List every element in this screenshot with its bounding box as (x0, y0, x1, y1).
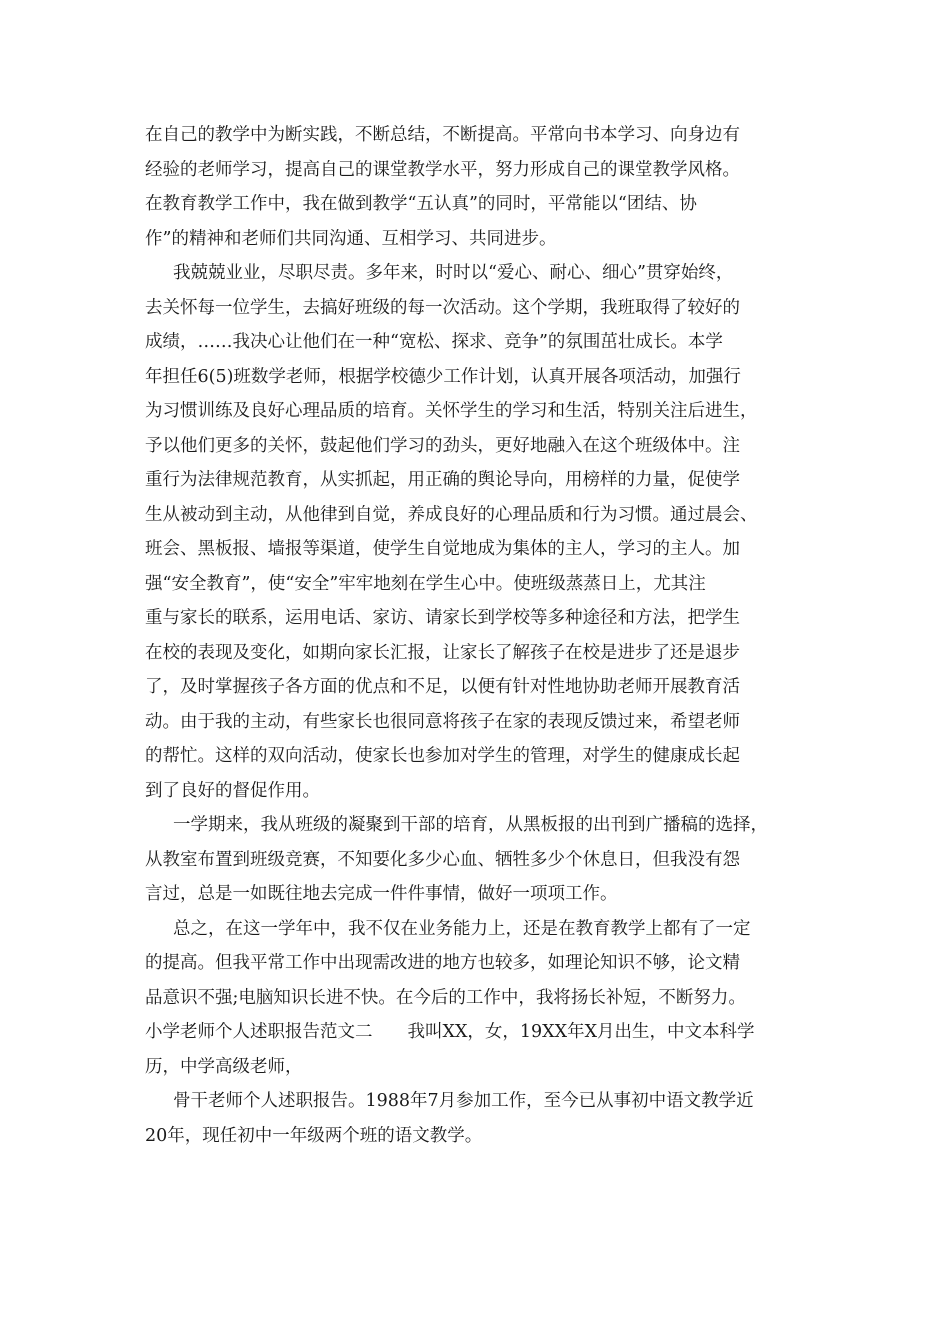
text-line: 动。由于我的主动，有些家长也很同意将孩子在家的表现反馈过来，希望老师 (145, 711, 740, 732)
text-line: 班会、黑板报、墙报等渠道，使学生自觉地成为集体的主人，学习的主人。加 (145, 539, 740, 559)
text-line: 年担任6(5)班数学老师，根据学校德少工作计划，认真开展各项活动，加强行 (145, 366, 741, 387)
text-line: 生从被动到主动，从他律到自觉，养成良好的心理品质和行为习惯。通过晨会、 (145, 504, 758, 525)
text-line: 言过，总是一如既往地去完成一件件事情，做好一项项工作。 (145, 884, 618, 904)
text-line: 骨干老师个人述职报告。1988年7月参加工作，至今已从事初中语文教学近 (173, 1091, 754, 1111)
text-line: 的帮忙。这样的双向活动，使家长也参加对学生的管理，对学生的健康成长起 (145, 746, 740, 766)
text-line: 的提高。但我平常工作中出现需改进的地方也较多，如理论知识不够，论文精 (145, 953, 740, 973)
text-line: 20年，现任初中一年级两个班的语文教学。 (145, 1125, 483, 1146)
text-line: 总之，在这一学年中，我不仅在业务能力上，还是在教育教学上都有了一定 (173, 918, 751, 939)
text-line: 了，及时掌握孩子各方面的优点和不足，以便有针对性地协助老师开展教育活 (145, 677, 740, 697)
text-line: 品意识不强;电脑知识长进不快。在今后的工作中，我将扬长补短，不断努力。 (145, 987, 746, 1008)
text-line: 强“安全教育”，使“安全”牢牢地刻在学生心中。使班级蒸蒸日上，尤其注 (145, 573, 706, 594)
text-line: 历，中学高级老师， (145, 1056, 303, 1077)
text-line: 重与家长的联系，运用电话、家访、请家长到学校等多种途径和方法，把学生 (145, 608, 740, 628)
text-line: 经验的老师学习，提高自己的课堂教学水平，努力形成自己的课堂教学风格。 (145, 159, 740, 180)
text-line: 从教室布置到班级竞赛，不知要化多少心血、牺牲多少个休息日，但我没有怨 (145, 849, 740, 870)
text-line: 在教育教学工作中，我在做到教学“五认真”的同时，平常能以“团结、协 (145, 194, 697, 214)
text-line: 在校的表现及变化，如期向家长汇报，让家长了解孩子在校是进步了还是退步 (145, 642, 740, 663)
text-line: 成绩，……我决心让他们在一种“宽松、探求、竞争”的氛围茁壮成长。本学 (145, 332, 723, 352)
body-text (145, 118, 810, 1153)
text-line: 为习惯训练及良好心理品质的培育。关怀学生的学习和生活，特别关注后进生， (145, 401, 758, 421)
text-line: 作”的精神和老师们共同沟通、互相学习、共同进步。 (145, 228, 557, 249)
text-line: 在自己的教学中为断实践，不断总结，不断提高。平常向书本学习、向身边有 (145, 125, 740, 145)
text-line: 去关怀每一位学生，去搞好班级的每一次活动。这个学期，我班取得了较好的 (145, 297, 740, 318)
text-line: 重行为法律规范教育，从实抓起，用正确的舆论导向，用榜样的力量，促使学 (145, 470, 740, 490)
text-line: 予以他们更多的关怀，鼓起他们学习的劲头，更好地融入在这个班级体中。注 (145, 435, 740, 456)
text-line: 我兢兢业业，尽职尽责。多年来，时时以“爱心、耐心、细心”贯穿始终， (173, 263, 734, 283)
text-line: 一学期来，我从班级的凝聚到干部的培育，从黑板报的出刊到广播稿的选择， (173, 815, 768, 835)
text-line: 小学老师个人述职报告范文二 我叫XX，女，19XX年X月出生，中文本科学 (145, 1022, 755, 1042)
text-line: 到了良好的督促作用。 (145, 780, 320, 801)
